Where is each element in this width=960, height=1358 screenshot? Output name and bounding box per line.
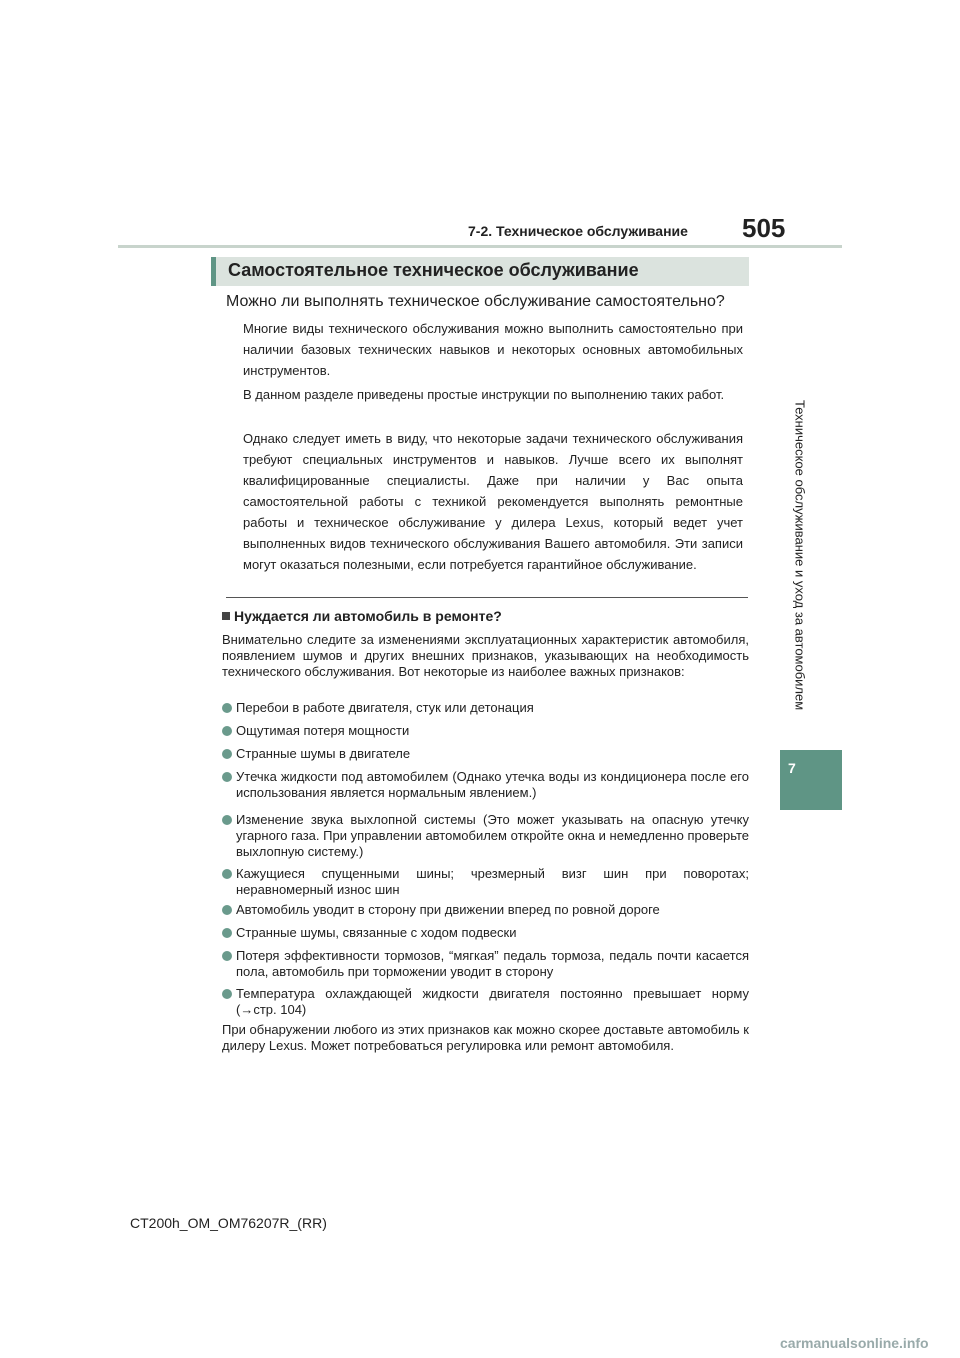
list-item: Кажущиеся спущенными шины; чрезмерный визг шин при поворотах; неравномерный износ шин	[222, 866, 749, 898]
section-header: 7-2. Техническое обслуживание	[468, 223, 688, 239]
bullet-dot-icon	[222, 869, 232, 879]
list-item: Потеря эффективности тормозов, “мягкая” педаль тормоза, педаль почти касается пола, автомобиль при торможении уводит в сторону	[222, 948, 749, 980]
bullet-dot-icon	[222, 951, 232, 961]
repair-heading	[222, 608, 502, 624]
intro-paragraph-1: Многие виды технического обслуживания можно выполнить самостоятельно при наличии базовых технических навыков и некоторых основных автомобильных инструментов.	[243, 321, 743, 378]
bullet-dot-icon	[222, 772, 232, 782]
bullet-dot-icon	[222, 928, 232, 938]
list-item: Изменение звука выхлопной системы (Это может указывать на опасную утечку угарного газа. При управлении автомобилем откройте окна и немедленно проверьте выхлопную систему.)	[222, 812, 749, 860]
intro-paragraph-2: В данном разделе приведены простые инструкции по выполнению таких работ.	[243, 387, 725, 402]
bullet-dot-icon	[222, 749, 232, 759]
side-chapter-label	[780, 380, 820, 730]
document-code: CT200h_OM_OM76207R_(RR)	[130, 1215, 327, 1231]
bullet-dot-icon	[222, 815, 232, 825]
bullet-dot-icon	[222, 726, 232, 736]
list-item: Странные шумы, связанные с ходом подвески	[222, 925, 749, 941]
bullet-dot-icon	[222, 989, 232, 999]
chapter-number: 7	[788, 760, 796, 776]
section-title: Самостоятельное техническое обслуживание	[228, 260, 639, 280]
repair-heading-text: Нуждается ли автомобиль в ремонте?	[234, 608, 502, 624]
square-bullet-icon	[222, 612, 230, 620]
side-chapter-text: Техническое обслуживание и уход за автомобилем	[792, 399, 808, 711]
list-item: Температура охлаждающей жидкости двигателя постоянно превышает норму (→стр. 104)	[222, 986, 749, 1018]
intro-paragraph-3: Однако следует иметь в виду, что некоторые задачи технического обслуживания требуют специальных инструментов и навыков. Лучше всего их выполнят квалифицированные специалисты. Даже при наличии у Вас опыта самостоятельной работы с техникой рекомендуется выполнять ремонтные работы и техническое обслуживание у дилера Lexus, который ведет учет выполненных видов технического обслуживания Вашего автомобиля. Эти записи могут оказаться полезными, если потребуется гарантийное обслуживание.	[243, 431, 743, 572]
chapter-tab	[780, 750, 842, 810]
watermark: carmanualsonline.info	[780, 1335, 929, 1351]
section-title-bar	[211, 257, 749, 286]
list-item: Автомобиль уводит в сторону при движении вперед по ровной дороге	[222, 902, 749, 918]
bullet-dot-icon	[222, 703, 232, 713]
intro-divider	[226, 597, 748, 598]
repair-closing: При обнаружении любого из этих признаков как можно скорее доставьте автомобиль к дилеру Lexus. Может потребоваться регулировка или ремонт автомобиля.	[222, 1022, 749, 1053]
intro-question: Можно ли выполнять техническое обслуживание самостоятельно?	[226, 293, 725, 310]
page-number: 505	[742, 213, 786, 243]
list-item: Ощутимая потеря мощности	[222, 723, 749, 739]
list-item: Утечка жидкости под автомобилем (Однако утечка воды из кондиционера после его использования является нормальным явлением.)	[222, 769, 749, 801]
repair-intro: Внимательно следите за изменениями эксплуатационных характеристик автомобиля, появлением шумов и других внешних признаков, указывающих на необходимость технического обслуживания. Вот некоторые из наиболее важных признаков:	[222, 632, 749, 679]
list-item: Перебои в работе двигателя, стук или детонация	[222, 700, 749, 716]
list-item: Странные шумы в двигателе	[222, 746, 749, 762]
bullet-dot-icon	[222, 905, 232, 915]
header-divider	[118, 245, 842, 248]
